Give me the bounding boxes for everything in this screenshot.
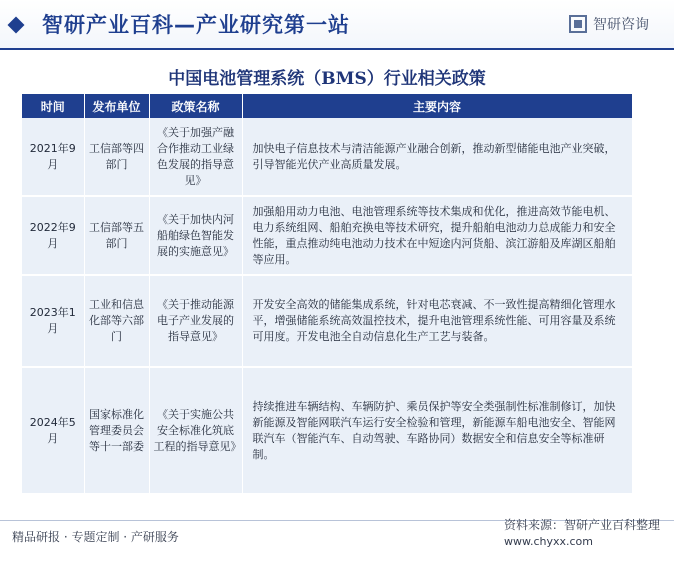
footer-source-block: [504, 516, 660, 548]
cell-unit: 工信部等四部门: [84, 118, 149, 196]
cell-unit: 工业和信息化部等六部门: [84, 275, 149, 367]
cell-time: 2024年5月: [22, 367, 84, 494]
source-note: 资料来源：智研产业百科整理: [503, 518, 660, 532]
column-header-time: 时间: [22, 94, 84, 118]
policy-table: [22, 94, 633, 495]
cell-policy: 《关于加强产融合作推动工业绿色发展的指导意见》: [149, 118, 242, 196]
cell-content: 持续推进车辆结构、车辆防护、乘员保护等安全类强制性标准制修订，加快新能源及智能网联汽车运行安全检验和管理，新能源车船电池安全、智能网联汽车（智能汽车、自动驾驶、车路协同）数据安全和信息安全等标准研制。: [242, 367, 632, 494]
table-row: [22, 196, 632, 275]
table-row: [22, 118, 632, 196]
cell-policy: 《关于推动能源电子产业发展的指导意见》: [149, 275, 242, 367]
table-title: 中国电池管理系统（BMS）行业相关政策: [22, 58, 632, 94]
footer-services: 精品研报 · 专题定制 · 产研服务: [12, 530, 179, 544]
cell-time: 2021年9月: [22, 118, 84, 196]
cell-content: 加快电子信息技术与清洁能源产业融合创新，推动新型储能电池产业突破，引导智能光伏产业高质量发展。: [242, 118, 632, 196]
website-link[interactable]: www.chyxx.com: [503, 535, 593, 548]
cell-time: 2022年9月: [22, 196, 84, 275]
cell-content: 加强船用动力电池、电池管理系统等技术集成和优化，推进高效节能电机、电力系统组网、船舶充换电等技术研究，提升船舶电池动力总成能力和安全性能，重点推动纯电池动力技术在中短途内河货船、滨江游船及库湖区船舶等应用。: [242, 196, 632, 275]
column-header-policy: 政策名称: [149, 94, 242, 118]
brand-logo[interactable]: [569, 14, 649, 34]
diamond-icon: [8, 17, 25, 34]
header-bar: [0, 0, 674, 48]
column-header-content: 主要内容: [242, 94, 632, 118]
cell-content: 开发安全高效的储能集成系统，针对电芯衰减、不一致性提高精细化管理水平，增强储能系统高效温控技术，提升电池管理系统性能、可用容量及系统可用度。开发电池全自动信息化生产工艺与装备。: [242, 275, 632, 367]
cell-policy: 《关于加快内河船舶绿色智能发展的实施意见》: [149, 196, 242, 275]
cell-policy: 《关于实施公共安全标准化筑底工程的指导意见》: [149, 367, 242, 494]
column-header-unit: 发布单位: [84, 94, 149, 118]
cell-unit: 国家标准化管理委员会等十一部委: [84, 367, 149, 494]
cell-time: 2023年1月: [22, 275, 84, 367]
header-divider: [0, 48, 674, 50]
cell-unit: 工信部等五部门: [84, 196, 149, 275]
brand-logo-icon: [569, 15, 587, 33]
table-row: [22, 275, 632, 367]
table-row: [22, 367, 632, 494]
table-header-row: [22, 94, 632, 118]
site-title: 智研产业百科—产业研究第一站: [42, 13, 350, 37]
brand-name: 智研咨询: [593, 17, 649, 33]
